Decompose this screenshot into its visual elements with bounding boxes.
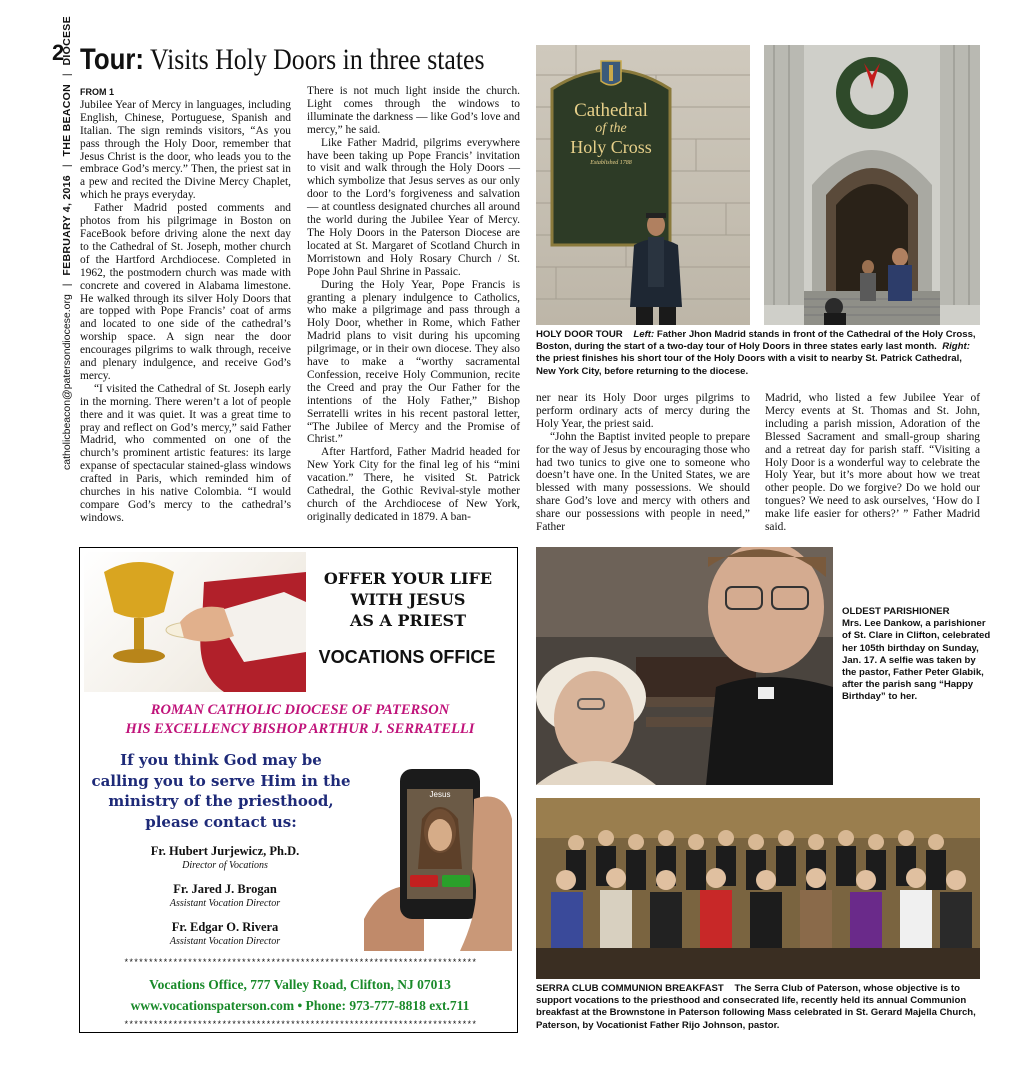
headline xyxy=(80,42,485,78)
chalice-image xyxy=(84,552,306,692)
caption-lead: OLDEST PARISHIONER xyxy=(842,606,950,617)
ad-offer-line: OFFER YOUR LIFE xyxy=(323,569,493,588)
caption-lead: SERRA CLUB COMMUNION BREAKFAST xyxy=(536,983,724,994)
contact-name: Fr. Edgar O. Rivera xyxy=(171,920,279,934)
ad-office-title: VOCATIONS OFFICE xyxy=(318,647,496,667)
phone-image xyxy=(364,759,512,951)
ad-web-phone: www.vocationspaterson.com • Phone: 973-777-8818 ext.711 xyxy=(130,998,470,1013)
article-column-4 xyxy=(765,392,980,534)
selfie-art xyxy=(536,547,833,785)
paragraph: After Hartford, Father Madrid headed for New York City for the final leg of his “mini vacation.” There, he visited St. Patrick Cathedral, the Gothic Revival-style mother church of the Archdiocese of New York, originally dedicated in 1879. A ban- xyxy=(307,446,520,523)
sign-line: Established 1788 xyxy=(590,160,632,166)
star-divider: ************************************************************************ xyxy=(123,958,477,968)
article-column-2 xyxy=(307,85,520,524)
caption-text: the priest finishes his short tour of the Holy Doors with a visit to nearby St. Patrick Cathedral, New York City, before returning to the diocese. xyxy=(536,353,962,377)
contact-title: Assistant Vocation Director xyxy=(169,898,281,909)
article-column-3 xyxy=(536,392,750,534)
vocations-ad xyxy=(79,547,518,1033)
headline-title: Visits Holy Doors in three states xyxy=(149,43,485,76)
paragraph: Madrid, who listed a few Jubilee Year of Mercy events at St. Thomas and St. John, including a parish mission, Adoration of the Blessed Sacrament and small-group sharing and a retreat day for parish staff. “Visiting a Holy Door is a wonderful way to celebrate the Holy Year, but it’s more about how we treat other people. Do we forgive? Do we hold our tongues? We need to ask ourselves, ‘How do I make life easier for others?’ ” Father Madrid said. xyxy=(765,392,980,534)
ad-offer-line: WITH JESUS xyxy=(350,590,466,609)
photo-holy-cross xyxy=(536,45,750,325)
star-divider: ************************************************************************ xyxy=(123,1020,477,1030)
caption-text: Mrs. Lee Dankow, a parishioner of St. Clare in Clifton, celebrated her 105th birthday on Sunday, Jan. 17. A selfie was taken by the pastor, Father Peter Glabik, after the parish sang “Happy Birthday” to her. xyxy=(842,618,991,703)
cathedral-sign xyxy=(552,100,670,168)
rail-separator: | xyxy=(61,164,73,168)
contact-title: Director of Vocations xyxy=(182,860,268,871)
paragraph: Like Father Madrid, pilgrims everywhere have been taking up Pope Francis’ invitation to visit and walk through the Holy Doors — which symbolize that Jesus serves as our only door to the Lord’s forgiveness and salvation — at countless designated churches all around the world during the Jubilee Year of Mercy. The Holy Doors in the Paterson Diocese are located at St. Margaret of Scotland Church in Morristown and Holy Rosary Church / St. Pope John Paul Shrine in Passaic. xyxy=(307,136,520,278)
paragraph: “John the Baptist invited people to prepare for the way of Jesus by encouraging those who had two tunics to give one to someone who doesn’t have one. In the United States, we are blessed with many possessions. We should share God’s love and mercy with others and share our possessions with people in need,” Father xyxy=(536,430,750,534)
photo-st-patrick-art xyxy=(764,45,980,325)
rail-separator: | xyxy=(61,283,73,287)
phone-art xyxy=(364,759,512,951)
jump-line: FROM 1 xyxy=(80,87,115,97)
paragraph: Father Madrid posted comments and photos from his pilgrimage in Boston on FaceBook before driving alone the next day to the Cathedral of St. Joseph, mother church of the Hartford Archdiocese. Completed in 1962, the postmodern church was made with concrete and covered in Alabama limestone. He walked through its silver Holy Doors that are topped with Pope Francis’ coat of arms and located to one side of the cathedral’s worship space. A sign near the door encourages pilgrims to walk through, receive and plenary indulgence, and receive God’s mercy. xyxy=(80,202,291,382)
photo-holy-cross-art xyxy=(536,45,750,325)
paragraph: Jubilee Year of Mercy in languages, including English, Chinese, Portuguese, Spanish and Italian. The sign reminds visitors, “As you pass through the Holy Door, remember that Jesus Christ is the door, who leads you to the embrace God’s mercy.” Then, the priest sat in a pew and recited the Divine Mercy Chaplet, which he prays everyday. xyxy=(80,98,291,202)
rail-publication: THE BEACON xyxy=(61,84,73,157)
chalice-art xyxy=(84,552,306,692)
ad-offer-line: AS A PRIEST xyxy=(350,611,466,630)
caption-lead: HOLY DOOR TOUR xyxy=(536,329,623,340)
page-number: 2 xyxy=(52,40,65,65)
ad-call-text xyxy=(86,750,356,832)
sign-line: Holy Cross xyxy=(570,137,652,157)
rail-email: catholicbeacon@patersondiocese.org xyxy=(61,294,73,470)
headline-kicker: Tour: xyxy=(80,43,145,76)
rail-separator: | xyxy=(61,73,73,77)
ad-bishop: HIS EXCELLENCY BISHOP ARTHUR J. SERRATELLI xyxy=(125,721,475,737)
rail-section: DIOCESE xyxy=(61,16,73,66)
paragraph: “I visited the Cathedral of St. Joseph early in the morning. There weren’t a lot of people there and it was quiet. It was a great time to pray and reflect on God’s mercy,” said Father Madrid, who commented on one of the church’s prominent artistic features: its large expanse of spectacular stained-glass windows crafted in Paris, which reminded him of churches in his native Colombia. “I would compare God’s mercy to the cathedral’s windows. xyxy=(80,382,291,524)
rail-date: FEBRUARY 4, 2016 xyxy=(61,175,73,276)
ad-call-line: please contact us: xyxy=(145,812,297,831)
ad-call-line: If you think God may be xyxy=(120,751,322,769)
side-rail xyxy=(50,16,73,490)
photo-serra-club xyxy=(536,798,980,979)
caption-holy-door-tour xyxy=(536,329,981,378)
photo-oldest-parishioner xyxy=(536,547,833,785)
ad-contact-info xyxy=(90,974,510,1016)
paragraph: There is not much light inside the church. Light comes through the windows to illuminate the darkness — like God’s love and mercy,” he said. xyxy=(307,85,520,136)
ad-contacts xyxy=(100,844,350,948)
phone-caller-name: Jesus xyxy=(429,790,451,799)
paragraph: During the Holy Year, Pope Francis is granting a plenary indulgence to Catholics, who make a pilgrimage and pass through a Holy Door, whether in Rome, which Father Madrid plans to visit during his upcoming pilgrimage, or in their own diocese. They also have to make a “worthy sacramental Confession, receive Holy Communion, recite the Creed and pray the Our Father for the intentions of the Holy Father,” Bishop Serratelli writes in his recent pastoral letter, “The Jubilee of Mercy and the Promise of Christ.” xyxy=(307,278,520,446)
caption-direction: Left: xyxy=(633,329,655,340)
caption-direction: Right: xyxy=(942,341,970,353)
ad-call-line: calling you to serve Him in the xyxy=(91,771,351,790)
contact-title: Assistant Vocation Director xyxy=(169,936,281,947)
caption-text: The Serra Club of Paterson, whose objective is to support vocations to the priesthood and consecrated life, recently held its annual Communion breakfast at the Brownstone in Paterson following Mass celebrated in St. Gerard Majella Church, Paterson, by Vocationist Father Rijo Johnson, pastor. xyxy=(536,983,976,1031)
paragraph: ner near its Holy Door urges pilgrims to perform ordinary acts of mercy during the Holy Year, the priest said. xyxy=(536,392,750,430)
serra-club-art xyxy=(536,798,980,979)
ad-offer-heading xyxy=(308,568,508,631)
contact-name: Fr. Jared J. Brogan xyxy=(173,882,277,896)
caption-serra-club xyxy=(536,983,982,1032)
ad-address: Vocations Office, 777 Valley Road, Clifton, NJ 07013 xyxy=(149,977,451,992)
contact-name: Fr. Hubert Jurjewicz, Ph.D. xyxy=(150,844,300,858)
article-column-1 xyxy=(80,86,291,525)
ad-call-line: ministry of the priesthood, xyxy=(108,792,334,810)
caption-oldest-parishioner xyxy=(842,606,992,704)
ad-diocese: ROMAN CATHOLIC DIOCESE OF PATERSON xyxy=(150,702,450,718)
sign-line: of the xyxy=(595,121,627,136)
photo-st-patrick xyxy=(764,45,980,325)
sign-line: Cathedral xyxy=(574,100,648,121)
caption-text: Father Jhon Madrid stands in front of the Cathedral of the Holy Cross, Boston, during the start of a two-day tour of Holy Doors in three states early last month. xyxy=(536,329,976,353)
ad-diocese-block xyxy=(90,701,510,739)
